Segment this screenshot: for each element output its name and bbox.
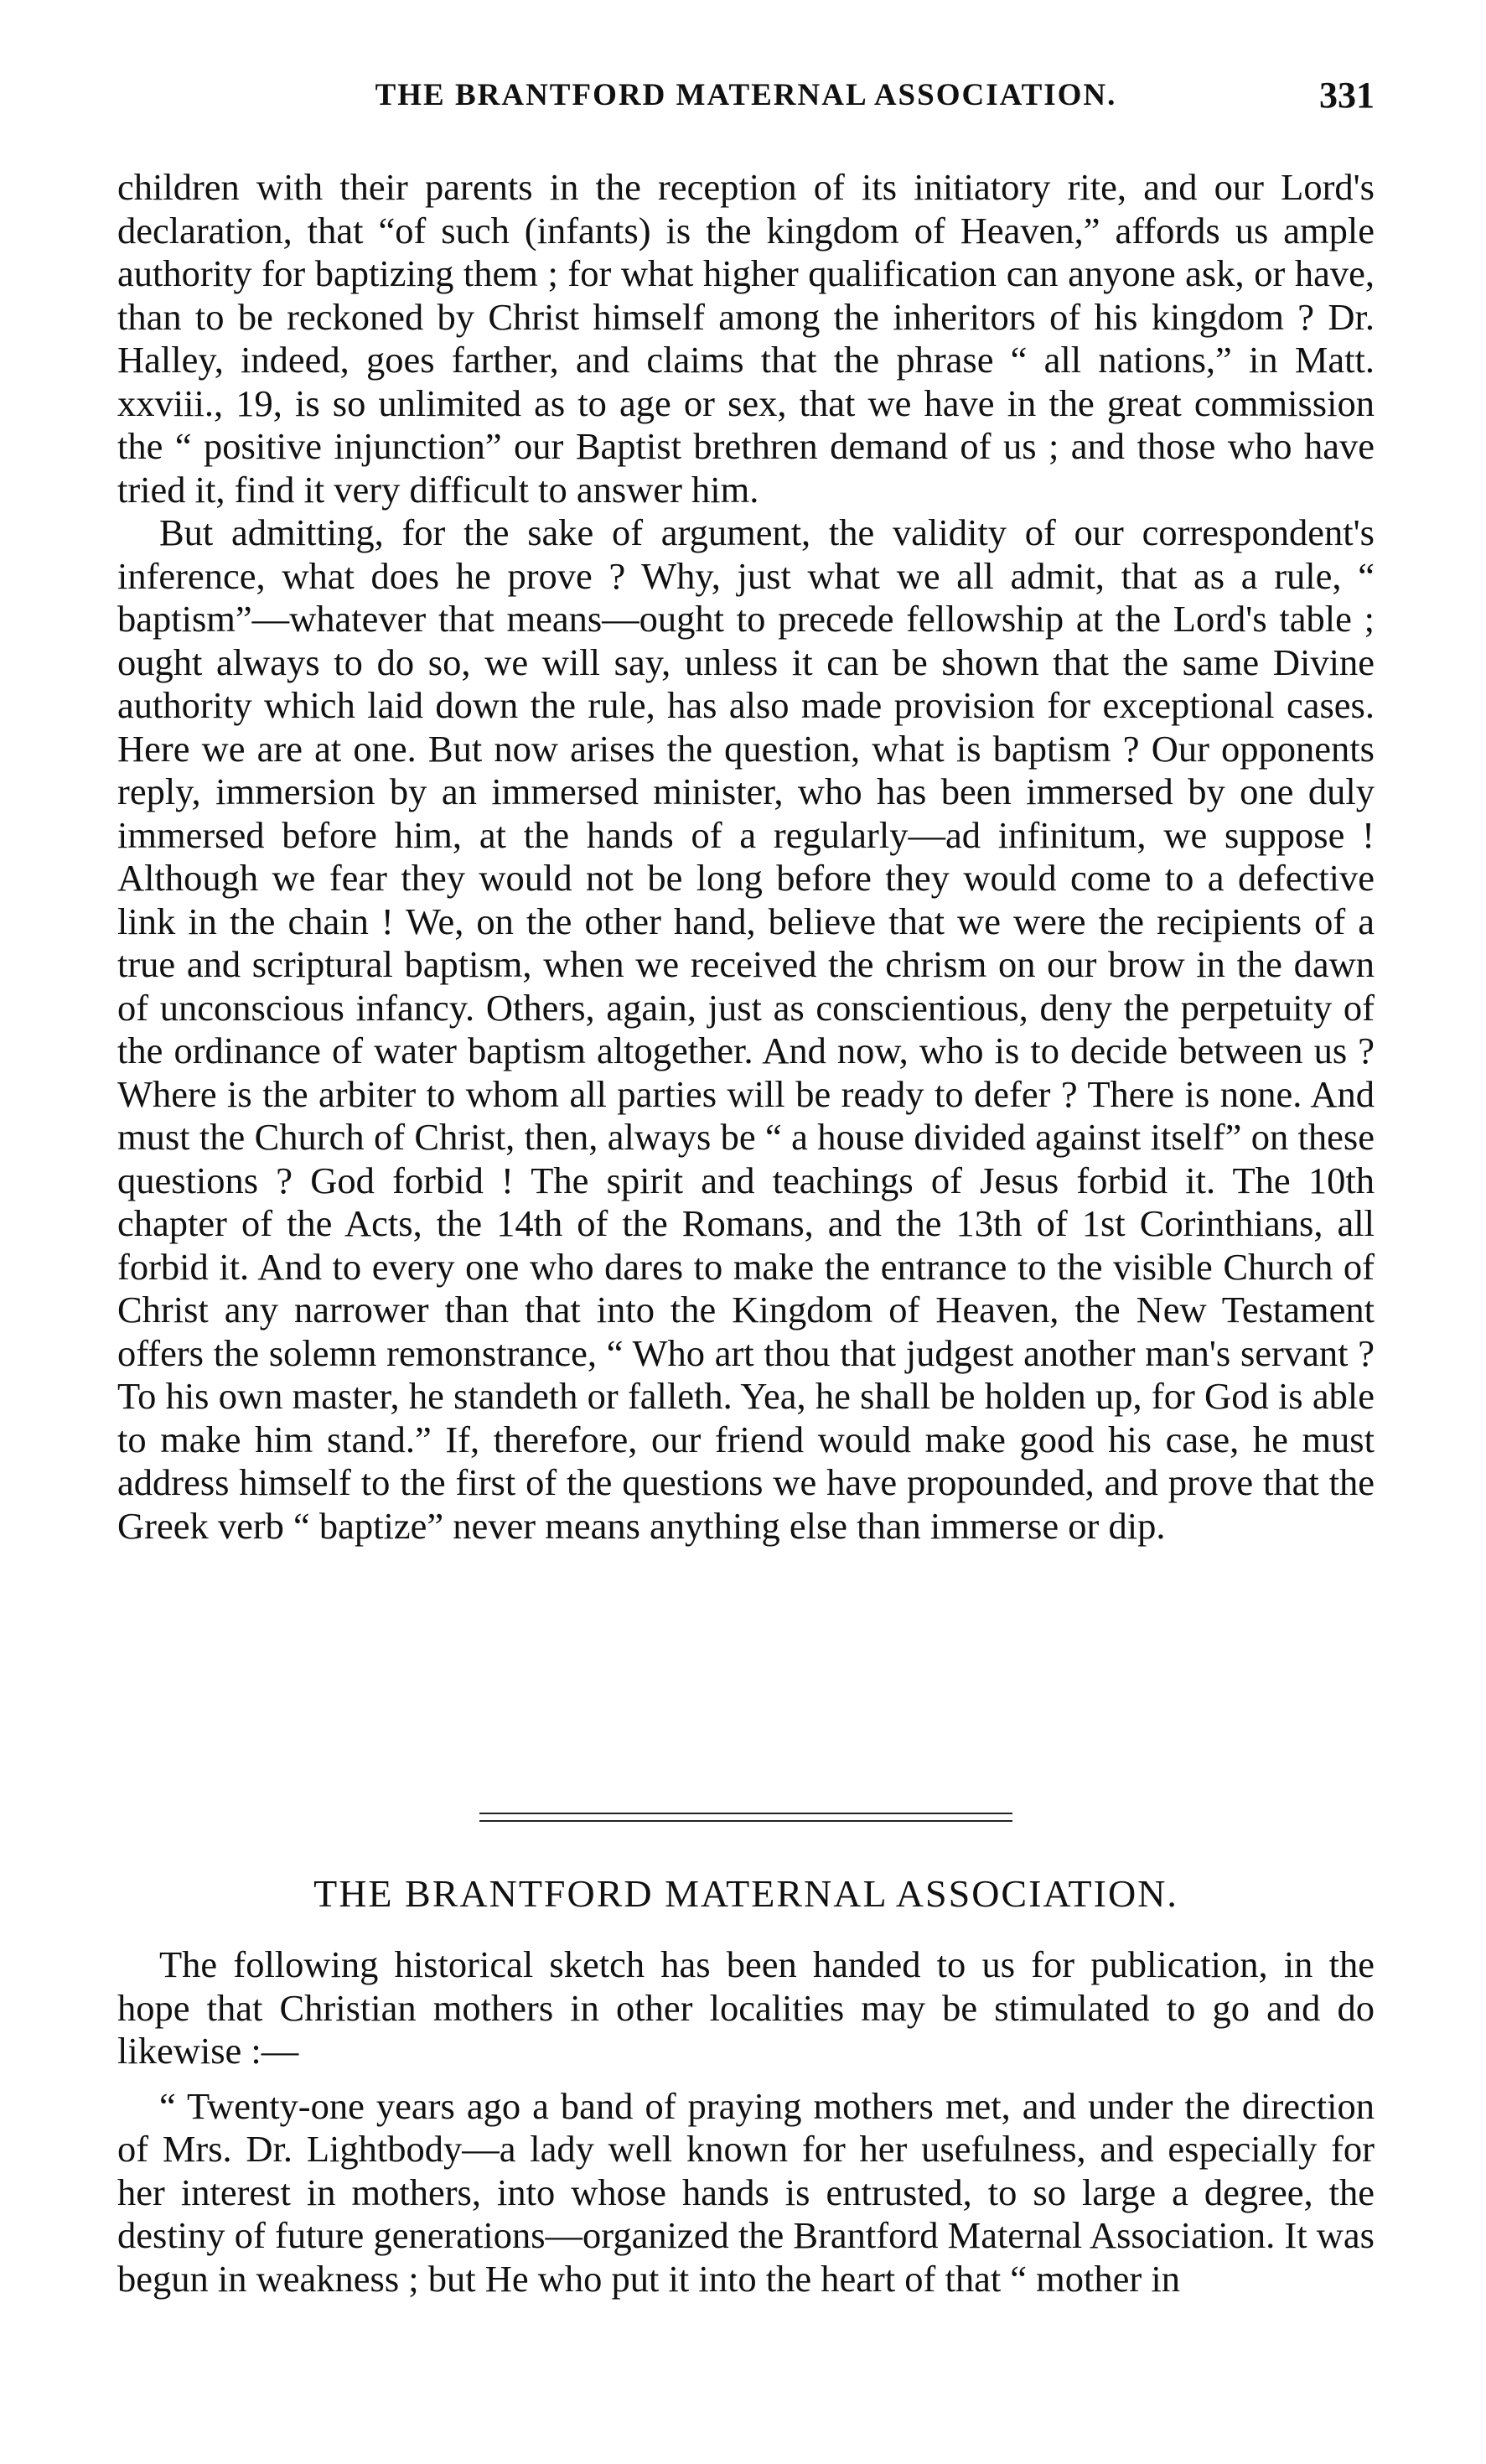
article-text: [117, 1943, 1375, 2301]
paragraph: But admitting, for the sake of argument, the validity of our correspondent's inference, what does he prove ? Why, just what we all admit, that as a rule, “ baptism”—whatever that means—ought to precede fellowship at the Lord's table ; ought always to do so, we will say, unless it can be shown that the same Divine authority which laid down the rule, has also made provision for exceptional cases. Here we are at one. But now arises the question, what is baptism ? Our opponents reply, immersion by an immersed minister, who has been immersed by one duly immersed before him, at the hands of a regularly—ad infinitum, we suppose ! Although we fear they would not be long before they would come to a defective link in the chain ! We, on the other hand, believe that we were the recipients of a true and scriptural baptism, when we received the chrism on our brow in the dawn of unconscious infancy. Others, again, just as conscientious, deny the perpetuity of the ordinance of water baptism altogether. And now, who is to decide between us ? Where is the arbiter to whom all parties will be ready to defer ? There is none. And must the Church of Christ, then, always be “ a house divided against itself” on these questions ? God forbid ! The spirit and teachings of Jesus forbid it. The 10th chapter of the Acts, the 14th of the Romans, and the 13th of 1st Corinthians, all forbid it. And to every one who dares to make the entrance to the visible Church of Christ any narrower than that into the Kingdom of Heaven, the New Testament offers the solemn remonstrance, “ Who art thou that judgest another man's servant ? To his own master, he standeth or falleth. Yea, he shall be holden up, for God is able to make him stand.” If, therefore, our friend would make good his case, he must address himself to the first of the questions we have propounded, and prove that the Greek verb “ baptize” never means anything else than immerse or dip.: [117, 511, 1375, 1547]
divider-rule: [479, 1813, 1012, 1814]
paragraph: children with their parents in the reception of its initiatory rite, and our Lord's declaration, that “of such (infants) is the kingdom of Heaven,” affords us ample authority for baptizing them ; for what higher qualification can anyone ask, or have, than to be reckoned by Christ himself among the inheritors of his kingdom ? Dr. Halley, indeed, goes farther, and claims that the phrase “ all nations,” in Matt. xxviii., 19, is so unlimited as to age or sex, that we have in the great commission the “ positive injunction” our Baptist brethren demand of us ; and those who have tried it, find it very difficult to answer him.: [117, 166, 1375, 511]
page-number: 331: [1319, 75, 1375, 116]
paragraph-gap: [117, 2073, 1375, 2085]
article-title: THE BRANTFORD MATERNAL ASSOCIATION.: [313, 1872, 1178, 1915]
divider-rule: [479, 1820, 1012, 1822]
running-head: [117, 77, 1375, 127]
paragraph: The following historical sketch has been handed to us for publication, in the hope that Christian mothers in other localities may be stimulated to go and do likewise :—: [117, 1943, 1375, 2072]
paragraph: “ Twenty-one years ago a band of praying mothers met, and under the direction of Mrs. Dr. Lightbody—a lady well known for her usefulness, and especially for her interest in mothers, into whose hands is entrusted, to so large a degree, the destiny of future generations—organized the Brantford Maternal Association. It was begun in weakness ; but He who put it into the heart of that “ mother in: [117, 2084, 1375, 2300]
previous-article-text: [117, 166, 1375, 1548]
running-title: THE BRANTFORD MATERNAL ASSOCIATION.: [375, 78, 1117, 112]
